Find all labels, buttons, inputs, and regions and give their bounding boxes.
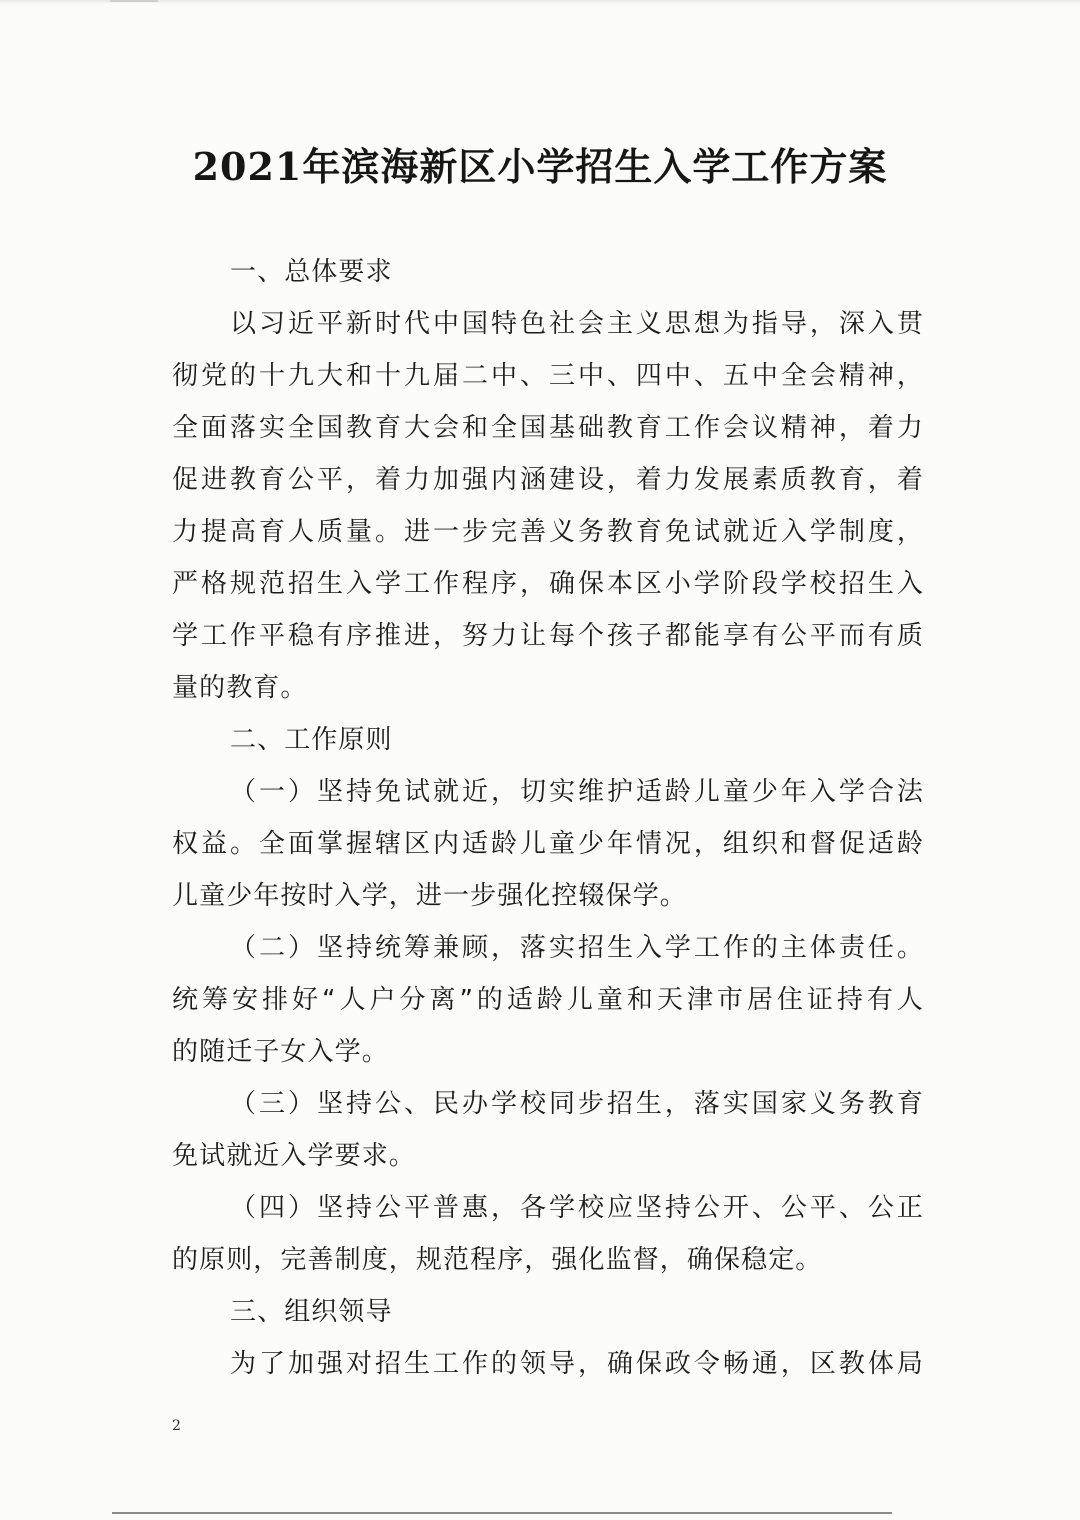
scan-mark [110, 0, 158, 2]
section-heading-work-principles: 二、工作原则 [230, 725, 393, 755]
paragraph-line: 统筹安排好“人户分离”的适龄儿童和天津市居住证持有人 [172, 985, 924, 1015]
document-body [172, 246, 924, 1390]
paragraph-line: （四）坚持公平普惠，各学校应坚持公开、公平、公正 [230, 1193, 924, 1223]
paragraph-line: 为了加强对招生工作的领导，确保政令畅通，区教体局 [230, 1349, 924, 1379]
paragraph-line: （一）坚持免试就近，切实维护适龄儿童少年入学合法 [230, 777, 924, 807]
paragraph-line: 促进教育公平，着力加强内涵建设，着力发展素质教育，着 [172, 465, 924, 495]
paragraph-line: 彻党的十九大和十九届二中、三中、四中、五中全会精神， [172, 361, 924, 391]
paragraph-line: 量的教育。 [172, 673, 308, 703]
paragraph-line: 的原则，完善制度，规范程序，强化监督，确保稳定。 [172, 1245, 823, 1275]
paragraph-line: 儿童少年按时入学，进一步强化控辍保学。 [172, 881, 687, 911]
paragraph-line: 以习近平新时代中国特色社会主义思想为指导，深入贯 [230, 309, 924, 339]
paragraph-line: 权益。全面掌握辖区内适龄儿童少年情况，组织和督促适龄 [172, 829, 924, 859]
page-number: 2 [172, 1418, 181, 1434]
paragraph-line: 免试就近入学要求。 [172, 1141, 416, 1171]
paragraph-line: 严格规范招生入学工作程序，确保本区小学阶段学校招生入 [172, 569, 924, 599]
scan-edge-bottom [112, 1512, 892, 1514]
document-title: 2021年滨海新区小学招生入学工作方案 [192, 144, 888, 189]
paragraph-line: （二）坚持统筹兼顾，落实招生入学工作的主体责任。 [230, 933, 924, 963]
section-heading-organization-leadership: 三、组织领导 [230, 1297, 393, 1327]
paragraph-line: 的随迁子女入学。 [172, 1037, 389, 1067]
paragraph-line: （三）坚持公、民办学校同步招生，落实国家义务教育 [230, 1089, 924, 1119]
paragraph-line: 力提高育人质量。进一步完善义务教育免试就近入学制度， [172, 517, 924, 547]
paragraph-line: 学工作平稳有序推进，努力让每个孩子都能享有公平而有质 [172, 621, 924, 651]
paragraph-line: 全面落实全国教育大会和全国基础教育工作会议精神，着力 [172, 413, 924, 443]
scan-edge-top [0, 0, 1080, 4]
section-heading-general-requirements: 一、总体要求 [230, 257, 393, 287]
